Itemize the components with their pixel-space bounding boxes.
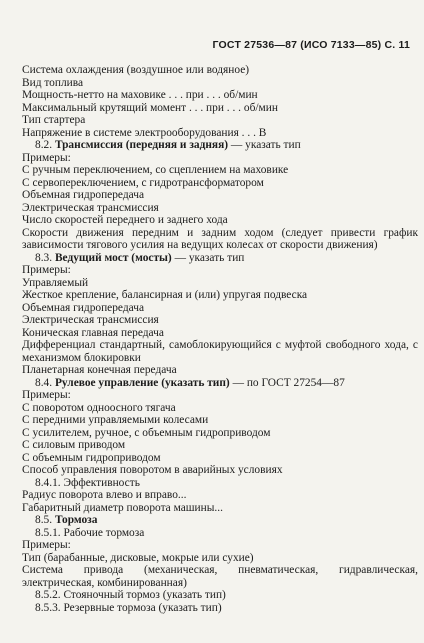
line-text: Тип стартера — [22, 114, 86, 126]
text-line — [22, 64, 418, 77]
text-line — [22, 227, 418, 252]
text-line — [22, 552, 418, 565]
text-line — [22, 252, 418, 265]
text-line — [22, 139, 418, 152]
line-text: Планетарная конечная передача — [22, 364, 177, 376]
page-header: ГОСТ 27536—87 (ИСО 7133—85) С. 11 — [212, 39, 410, 51]
line-text: Вид топлива — [22, 76, 84, 89]
text-line — [22, 277, 418, 290]
line-text: Примеры: — [22, 264, 71, 276]
text-line — [22, 539, 418, 552]
line-text: Жесткое крепление, балансирная и (или) упругая подвеска — [22, 289, 308, 301]
line-text: Габаритный диаметр поворота машины... — [22, 501, 223, 514]
text-line — [22, 589, 418, 602]
line-text: Максимальный крутящий момент . . . при . . . об/мин — [22, 101, 278, 114]
line-text: Управляемый — [22, 276, 89, 289]
section-title: Трансмиссия (передняя и задняя) — [54, 139, 229, 151]
line-text: С сервопереключением, с гидротрансформатором — [22, 176, 264, 189]
text-line — [22, 264, 418, 277]
document-body — [22, 64, 418, 614]
text-line — [22, 377, 418, 390]
line-text: С передними управляемыми колесами — [22, 414, 209, 426]
line-text: Объемная гидропередача — [22, 189, 145, 201]
line-text: — указать тип — [171, 251, 245, 264]
section-title: Рулевое управление (указать тип) — [54, 376, 230, 389]
text-line — [22, 202, 418, 215]
line-text: — указать тип — [228, 139, 301, 151]
line-text: Мощность-нетто на маховике . . . при . . . об/мин — [22, 89, 258, 101]
text-line — [22, 364, 418, 377]
line-text: Примеры: — [22, 151, 71, 164]
line-text: Объемная гидропередача — [22, 301, 145, 314]
text-line — [22, 439, 418, 452]
section-number: 8.3. — [35, 251, 55, 264]
text-line — [22, 77, 418, 90]
text-line — [22, 389, 418, 402]
line-text: Способ управления поворотом в аварийных условиях — [22, 464, 283, 476]
text-line — [22, 464, 418, 477]
line-text: Коническая главная передача — [22, 326, 164, 339]
text-line — [22, 189, 418, 202]
text-line — [22, 514, 418, 527]
section-number: 8.5. — [35, 514, 55, 526]
line-text: Примеры: — [22, 389, 71, 401]
line-text: С поворотом одноосного тягача — [22, 401, 176, 414]
text-line — [22, 564, 418, 589]
line-text: Электрическая трансмиссия — [22, 314, 159, 326]
line-text: Электрическая трансмиссия — [22, 201, 159, 214]
text-line — [22, 327, 418, 340]
text-line — [22, 177, 418, 190]
line-text: Радиус поворота влево и вправо... — [22, 489, 187, 501]
line-text: Напряжение в системе электрооборудования . . . В — [22, 126, 267, 139]
section-number: 8.2. — [35, 139, 55, 151]
text-line — [22, 164, 418, 177]
line-text: Число скоростей переднего и заднего хода — [22, 214, 228, 226]
text-line — [22, 427, 418, 440]
text-line — [22, 289, 418, 302]
text-line — [22, 477, 418, 490]
text-line — [22, 102, 418, 115]
text-line — [22, 314, 418, 327]
text-line — [22, 402, 418, 415]
line-text: Резервные тормоза (указать тип) — [63, 601, 222, 614]
section-number: 8.5.1. — [35, 526, 64, 539]
text-line — [22, 602, 418, 615]
text-line — [22, 114, 418, 127]
section-title: Тормоза — [54, 514, 98, 526]
text-line — [22, 527, 418, 540]
line-text: С силовым приводом — [22, 439, 126, 451]
section-number: 8.4.1. — [35, 476, 64, 489]
text-line — [22, 489, 418, 502]
line-text: Эффективность — [63, 476, 140, 489]
text-line — [22, 127, 418, 140]
text-line — [22, 414, 418, 427]
line-text: Примеры: — [22, 539, 71, 551]
line-text: Система привода (механическая, пневматическая, гидравлическая, электрическая, комбинированная) — [22, 564, 418, 589]
line-text: С объемным гидроприводом — [22, 451, 161, 464]
text-line — [22, 339, 418, 364]
line-text: С ручным переключением, со сцеплением на маховике — [22, 164, 289, 176]
text-line — [22, 214, 418, 227]
text-line — [22, 302, 418, 315]
section-number: 8.4. — [35, 376, 55, 389]
line-text: Тип (барабанные, дисковые, мокрые или сухие) — [22, 551, 254, 564]
text-line — [22, 152, 418, 165]
line-text: Скорости движения передним и задним ходом (следует привести график зависимости тягового усилия на ведущих колесах от скорости движения) — [22, 226, 418, 251]
line-text: Стояночный тормоз (указать тип) — [63, 589, 226, 601]
section-number: 8.5.3. — [35, 601, 64, 614]
line-text: — по ГОСТ 27254—87 — [229, 376, 345, 389]
line-text: Рабочие тормоза — [63, 526, 145, 539]
line-text: Система охлаждения (воздушное или водяное) — [22, 64, 250, 76]
line-text: Дифференциал стандартный, самоблокирующийся с муфтой свободного хода, с механизмом блокировки — [22, 339, 418, 364]
text-line — [22, 89, 418, 102]
text-line — [22, 452, 418, 465]
line-text: С усилителем, ручное, с объемным гидроприводом — [22, 426, 271, 439]
section-title: Ведущий мост (мосты) — [54, 251, 172, 264]
section-number: 8.5.2. — [35, 589, 64, 601]
text-line — [22, 502, 418, 515]
